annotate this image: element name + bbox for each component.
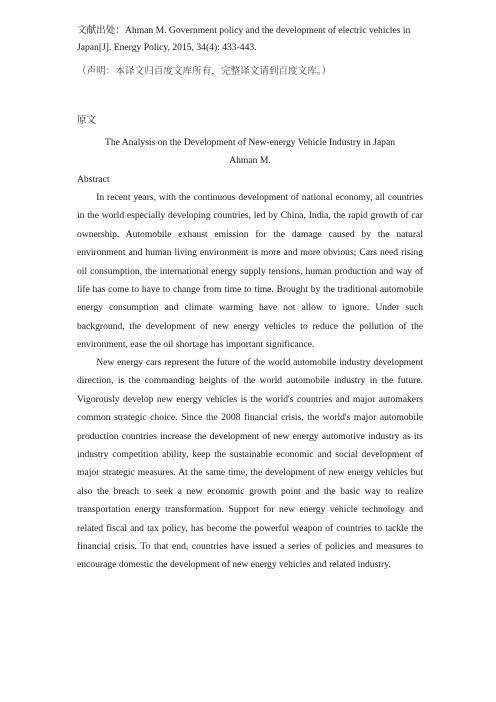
original-text-label: 原文 xyxy=(77,115,97,126)
abstract-paragraph-1: In recent years, with the continuous development of national economy, all countries in the world especially developing countries, led by China, India, the rapid growth of car ownership. Automobile exhaust emission for the damage caused by the natural environment and human living environment is more and more obvious; Cars need rising oil consumption, the international energy supply tensions, human production and way of life has come to have to change from time to time. Brought by the traditional automobile energy consumption and climate warming have not allow to ignore. Under such background, the development of new energy vehicles to reduce the pollution of the environment, ease the oil shortage has important significance. xyxy=(77,192,423,351)
article-author: Ahman M. xyxy=(229,155,271,166)
abstract-paragraph-2: New energy cars represent the future of the world automobile industry development direction, is the commanding heights of the world automobile industry in the future. Vigorously develop new energy vehicles is the world's countries and major automakers common strategic choice. Since the 2008 financial crisis, the world's major automobile production countries increase the development of new energy automotive industry as its industry competition ability, keep the sustainable economic and social development of major strategic measures. At the same time, the development of new energy vehicles but also the breach to seek a new economic growth point and the basic way to realize transportation energy transformation. Support for new energy vehicle technology and related fiscal and tax policy, has become the powerful weapon of countries to tackle the financial crisis. To that end, countries have issued a series of policies and measures to encourage domestic the development of new energy vehicles and related industry. xyxy=(77,357,423,571)
article-title: The Analysis on the Development of New-energy Vehicle Industry in Japan xyxy=(104,137,396,148)
copyright-notice: （声明：本译文归百度文库所有，完整译文请到百度文库。） xyxy=(77,66,332,77)
source-citation: 文献出处：Ahman M. Government policy and the development of electric vehicles in Japan[J]. Energy Policy, 2015, 34(4): 433-443. xyxy=(77,25,411,53)
abstract-heading: Abstract xyxy=(77,174,110,185)
